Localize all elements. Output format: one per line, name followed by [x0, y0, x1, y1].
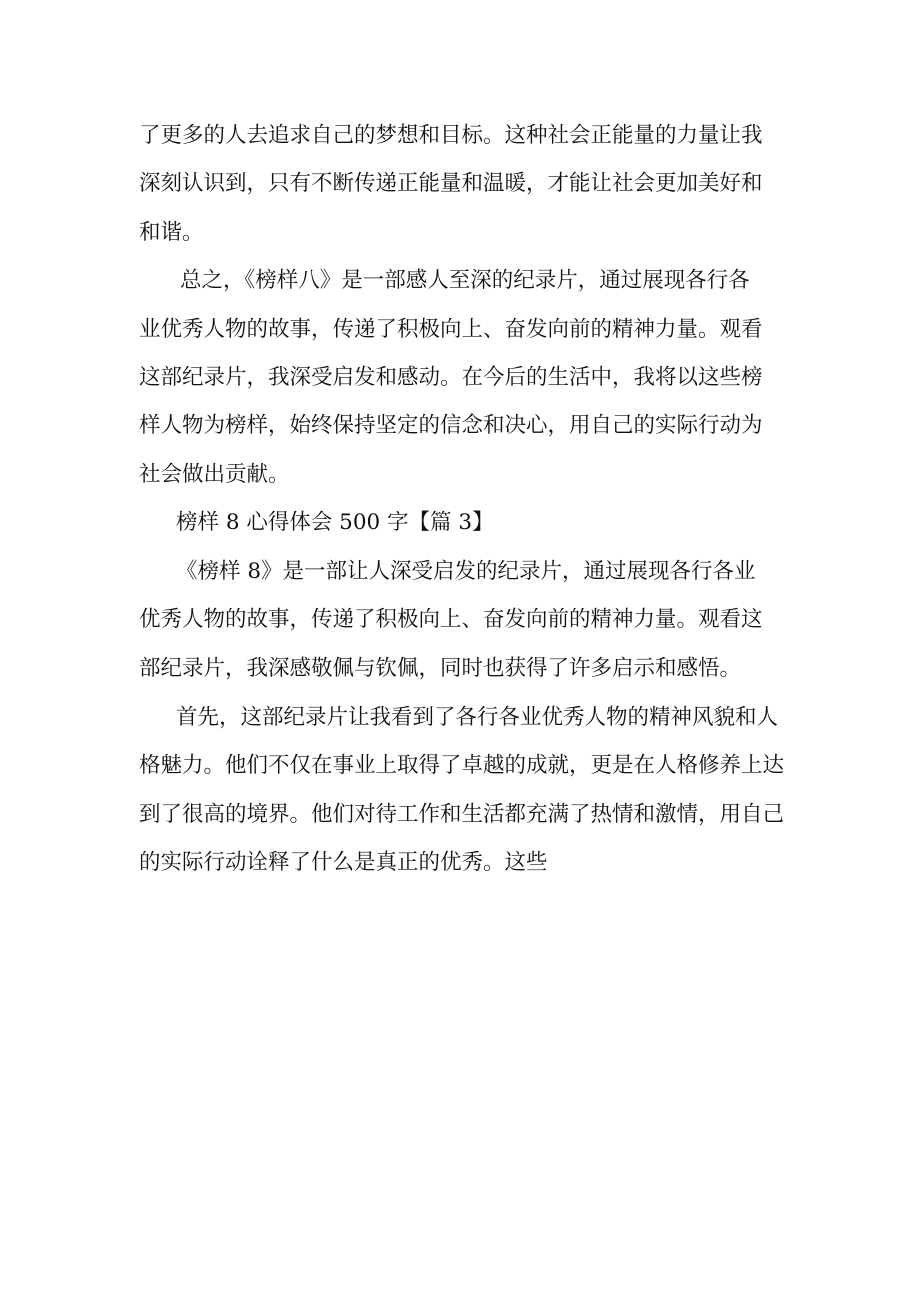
text-line: 深刻认识到，只有不断传递正能量和温暖，才能让社会更加美好和 [139, 171, 763, 196]
section-heading: 榜样 8 心得体会 500 字【篇 3】 [176, 510, 494, 535]
text-line: 的实际行动诠释了什么是真正的优秀。这些 [139, 850, 548, 875]
text-line: 格魅力。他们不仅在事业上取得了卓越的成就，更是在人格修养上达 [139, 753, 785, 778]
text-line: 业优秀人物的故事，传递了积极向上、奋发向前的精神力量。观看 [139, 317, 763, 342]
text-line: 这部纪录片，我深受启发和感动。在今后的生活中，我将以这些榜 [139, 365, 763, 390]
text-line: 部纪录片，我深感敬佩与钦佩，同时也获得了许多启示和感悟。 [139, 656, 742, 681]
text-line: 优秀人物的故事，传递了积极向上、奋发向前的精神力量。观看这 [139, 607, 763, 632]
text-line: 总之，《榜样八》是一部感人至深的纪录片，通过展现各行各 [180, 268, 750, 293]
text-line: 社会做出贡献。 [139, 462, 290, 487]
text-line: 首先，这部纪录片让我看到了各行各业优秀人物的精神风貌和人 [176, 705, 779, 730]
text-line: 和谐。 [139, 220, 204, 245]
text-line: 到了很高的境界。他们对待工作和生活都充满了热情和激情，用自己 [139, 802, 785, 827]
text-line: 样人物为榜样，始终保持坚定的信念和决心，用自己的实际行动为 [139, 413, 763, 438]
text-line: 了更多的人去追求自己的梦想和目标。这种社会正能量的力量让我 [139, 123, 763, 148]
text-line: 《榜样 8》是一部让人深受启发的纪录片，通过展现各行各业 [176, 559, 756, 584]
